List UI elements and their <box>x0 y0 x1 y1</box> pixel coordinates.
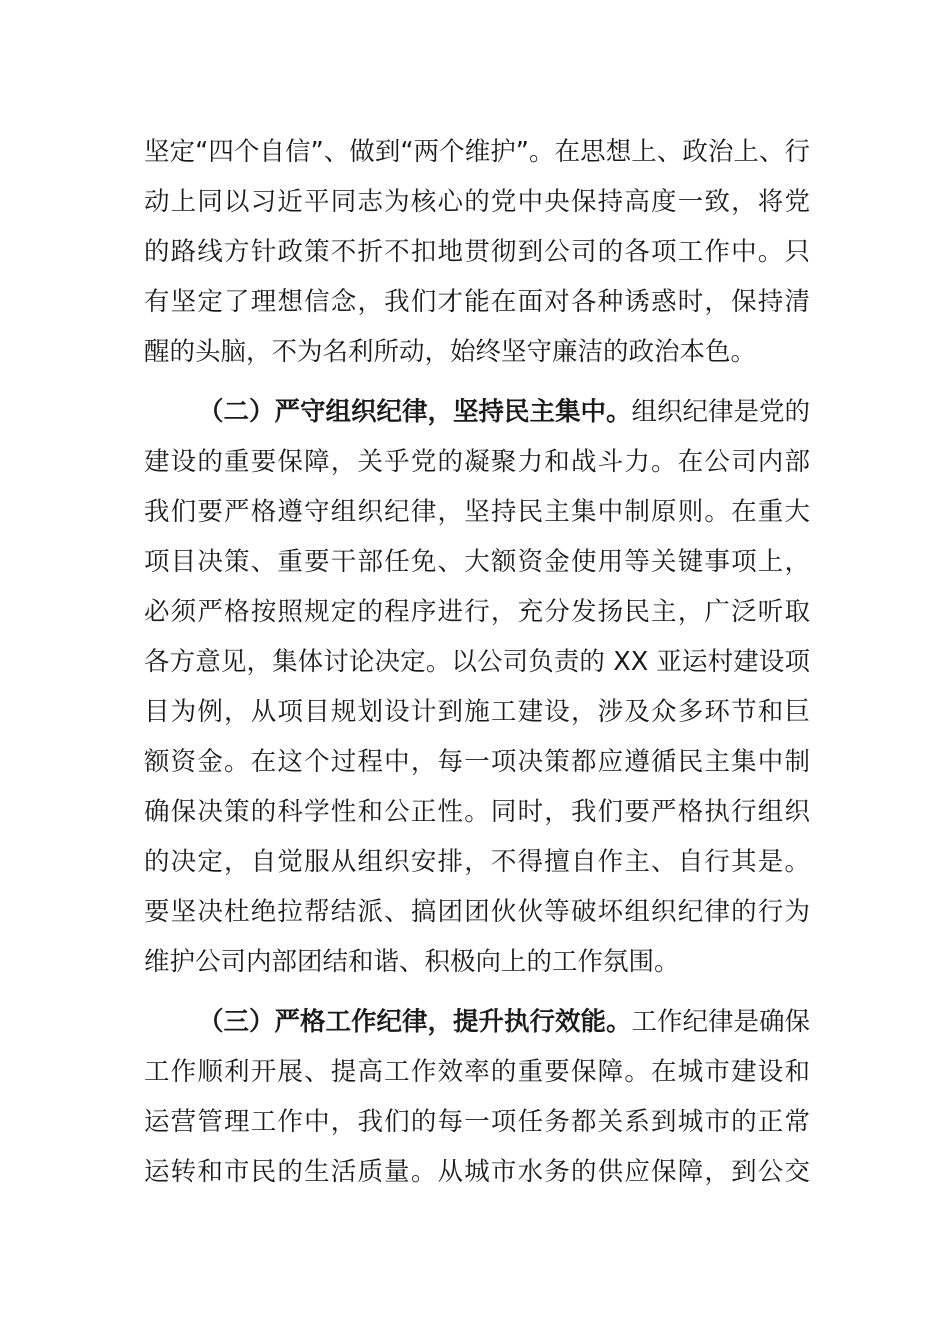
paragraph-1-line: 坚定“四个自信”、做到“两个维护”。在思想上、政治上、行 <box>144 137 810 167</box>
paragraph-2-line: 各方意见，集体讨论决定。以公司负责的 XX 亚运村建设项 <box>144 647 810 677</box>
section-heading-2: （二）严守组织纪律，坚持民主集中。 <box>198 397 632 427</box>
section-heading-3: （三）严格工作纪律，提升执行效能。 <box>198 1007 632 1037</box>
paragraph-2-line: 项目决策、重要干部任免、大额资金使用等关键事项上， <box>144 547 810 577</box>
paragraph-3-line: 工作顺利开展、提高工作效率的重要保障。在城市建设和 <box>144 1057 810 1087</box>
paragraph-1-line: 的路线方针政策不折不扣地贯彻到公司的各项工作中。只 <box>144 237 810 267</box>
paragraph-2-line: 建设的重要保障，关乎党的凝聚力和战斗力。在公司内部 <box>144 447 810 477</box>
paragraph-1-line: 醒的头脑，不为名利所动，始终坚守廉洁的政治本色。 <box>144 337 757 367</box>
paragraph-2-line: 的决定，自觉服从组织安排，不得擅自作主、自行其是。 <box>144 847 810 877</box>
paragraph-2-line: 额资金。在这个过程中，每一项决策都应遵循民主集中制 <box>144 747 810 777</box>
paragraph-2 <box>144 387 810 987</box>
paragraph-2-line: 要坚决杜绝拉帮结派、搞团团伙伙等破坏组织纪律的行为 <box>144 897 810 927</box>
paragraph-2-line: 确保决策的科学性和公正性。同时，我们要严格执行组织 <box>144 797 810 827</box>
paragraph-1-line: 动上同以习近平同志为核心的党中央保持高度一致，将党 <box>144 187 810 217</box>
paragraph-2-line: 目为例，从项目规划设计到施工建设，涉及众多环节和巨 <box>144 697 810 727</box>
paragraph-2-first-line <box>144 387 810 437</box>
paragraph-1-line: 有坚定了理想信念，我们才能在面对各种诱惑时，保持清 <box>144 287 810 317</box>
paragraph-3-line: 运营管理工作中，我们的每一项任务都关系到城市的正常 <box>144 1107 810 1137</box>
paragraph-2-line: 必须严格按照规定的程序进行，充分发扬民主，广泛听取 <box>144 597 810 627</box>
paragraph-2-first-line-text: 组织纪律是党的 <box>631 397 811 427</box>
paragraph-3-line: 运转和市民的生活质量。从城市水务的供应保障，到公交 <box>144 1157 810 1187</box>
paragraph-3-first-line-text: 工作纪律是确保 <box>631 1007 811 1037</box>
paragraph-2-line: 维护公司内部团结和谐、积极向上的工作氛围。 <box>144 947 680 977</box>
paragraph-3-first-line <box>144 997 810 1047</box>
paragraph-2-line: 我们要严格遵守组织纪律，坚持民主集中制原则。在重大 <box>144 497 810 527</box>
paragraph-3 <box>144 997 810 1197</box>
paragraph-1 <box>144 127 810 377</box>
